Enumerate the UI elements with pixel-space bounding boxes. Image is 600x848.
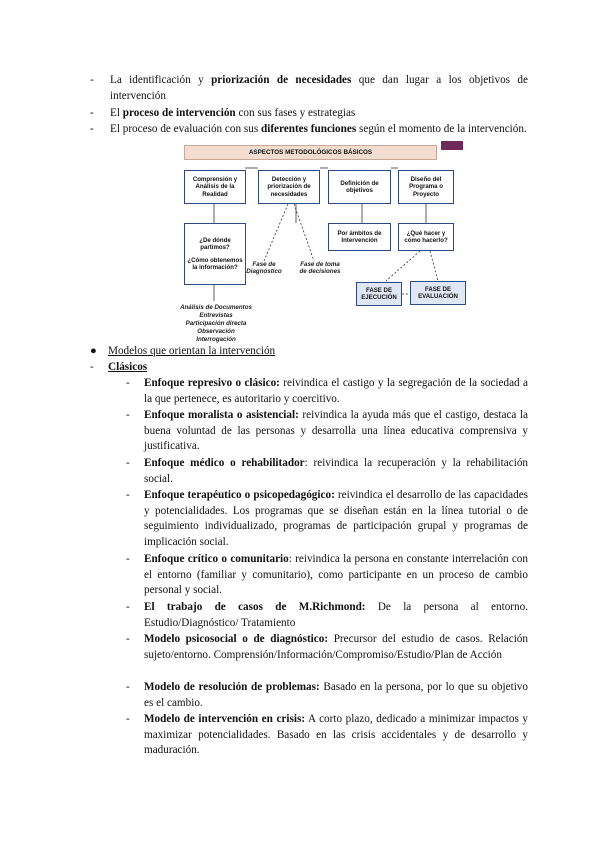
box-comprension: Comprensión y Análisis de la Realidad (184, 170, 246, 204)
clasicos-heading: - Clásicos (90, 361, 148, 373)
dash-marker: - (90, 74, 94, 86)
technique-item: Observación (197, 328, 235, 335)
dash-marker: - (90, 107, 94, 119)
dash-marker: - (90, 123, 94, 135)
fase-toma-label: Fase de toma de decisiones (299, 261, 341, 276)
box-deteccion: Detección y priorización de necesidades (258, 170, 320, 204)
box-ambitos: Por ámbitos de Intervención (328, 223, 391, 251)
box-fase-ejecucion: FASE DE EJECUCIÓN (356, 282, 402, 306)
fase-diagnostico-label: Fase de Diagnóstico (246, 261, 282, 276)
box-que-hacer: ¿Qué hacer y cómo hacerlo? (398, 223, 454, 251)
technique-item: Entrevistas (199, 312, 233, 319)
technique-item: Participación directa (185, 320, 247, 327)
box-diseno: Diseño del Programa o Proyecto (398, 170, 454, 204)
bullet-marker: ● (90, 345, 97, 357)
technique-item: Análisis de Documentos (180, 304, 252, 311)
diagram-header: ASPECTOS METODOLÓGICOS BÁSICOS (184, 145, 437, 160)
techniques-list (176, 304, 256, 344)
box-fase-evaluacion: FASE DE EVALUACIÓN (410, 281, 466, 305)
bullet-heading: ● Modelos que orientan la intervención (90, 345, 276, 357)
technique-item: Interrogación (196, 336, 236, 343)
box-definicion: Definición de objetivos (328, 170, 391, 204)
methodology-diagram (176, 141, 468, 346)
box-donde-partimos: ¿De dónde partimos? ¿Cómo obtenemos la información? (184, 223, 246, 285)
dash-marker: - (90, 361, 94, 373)
